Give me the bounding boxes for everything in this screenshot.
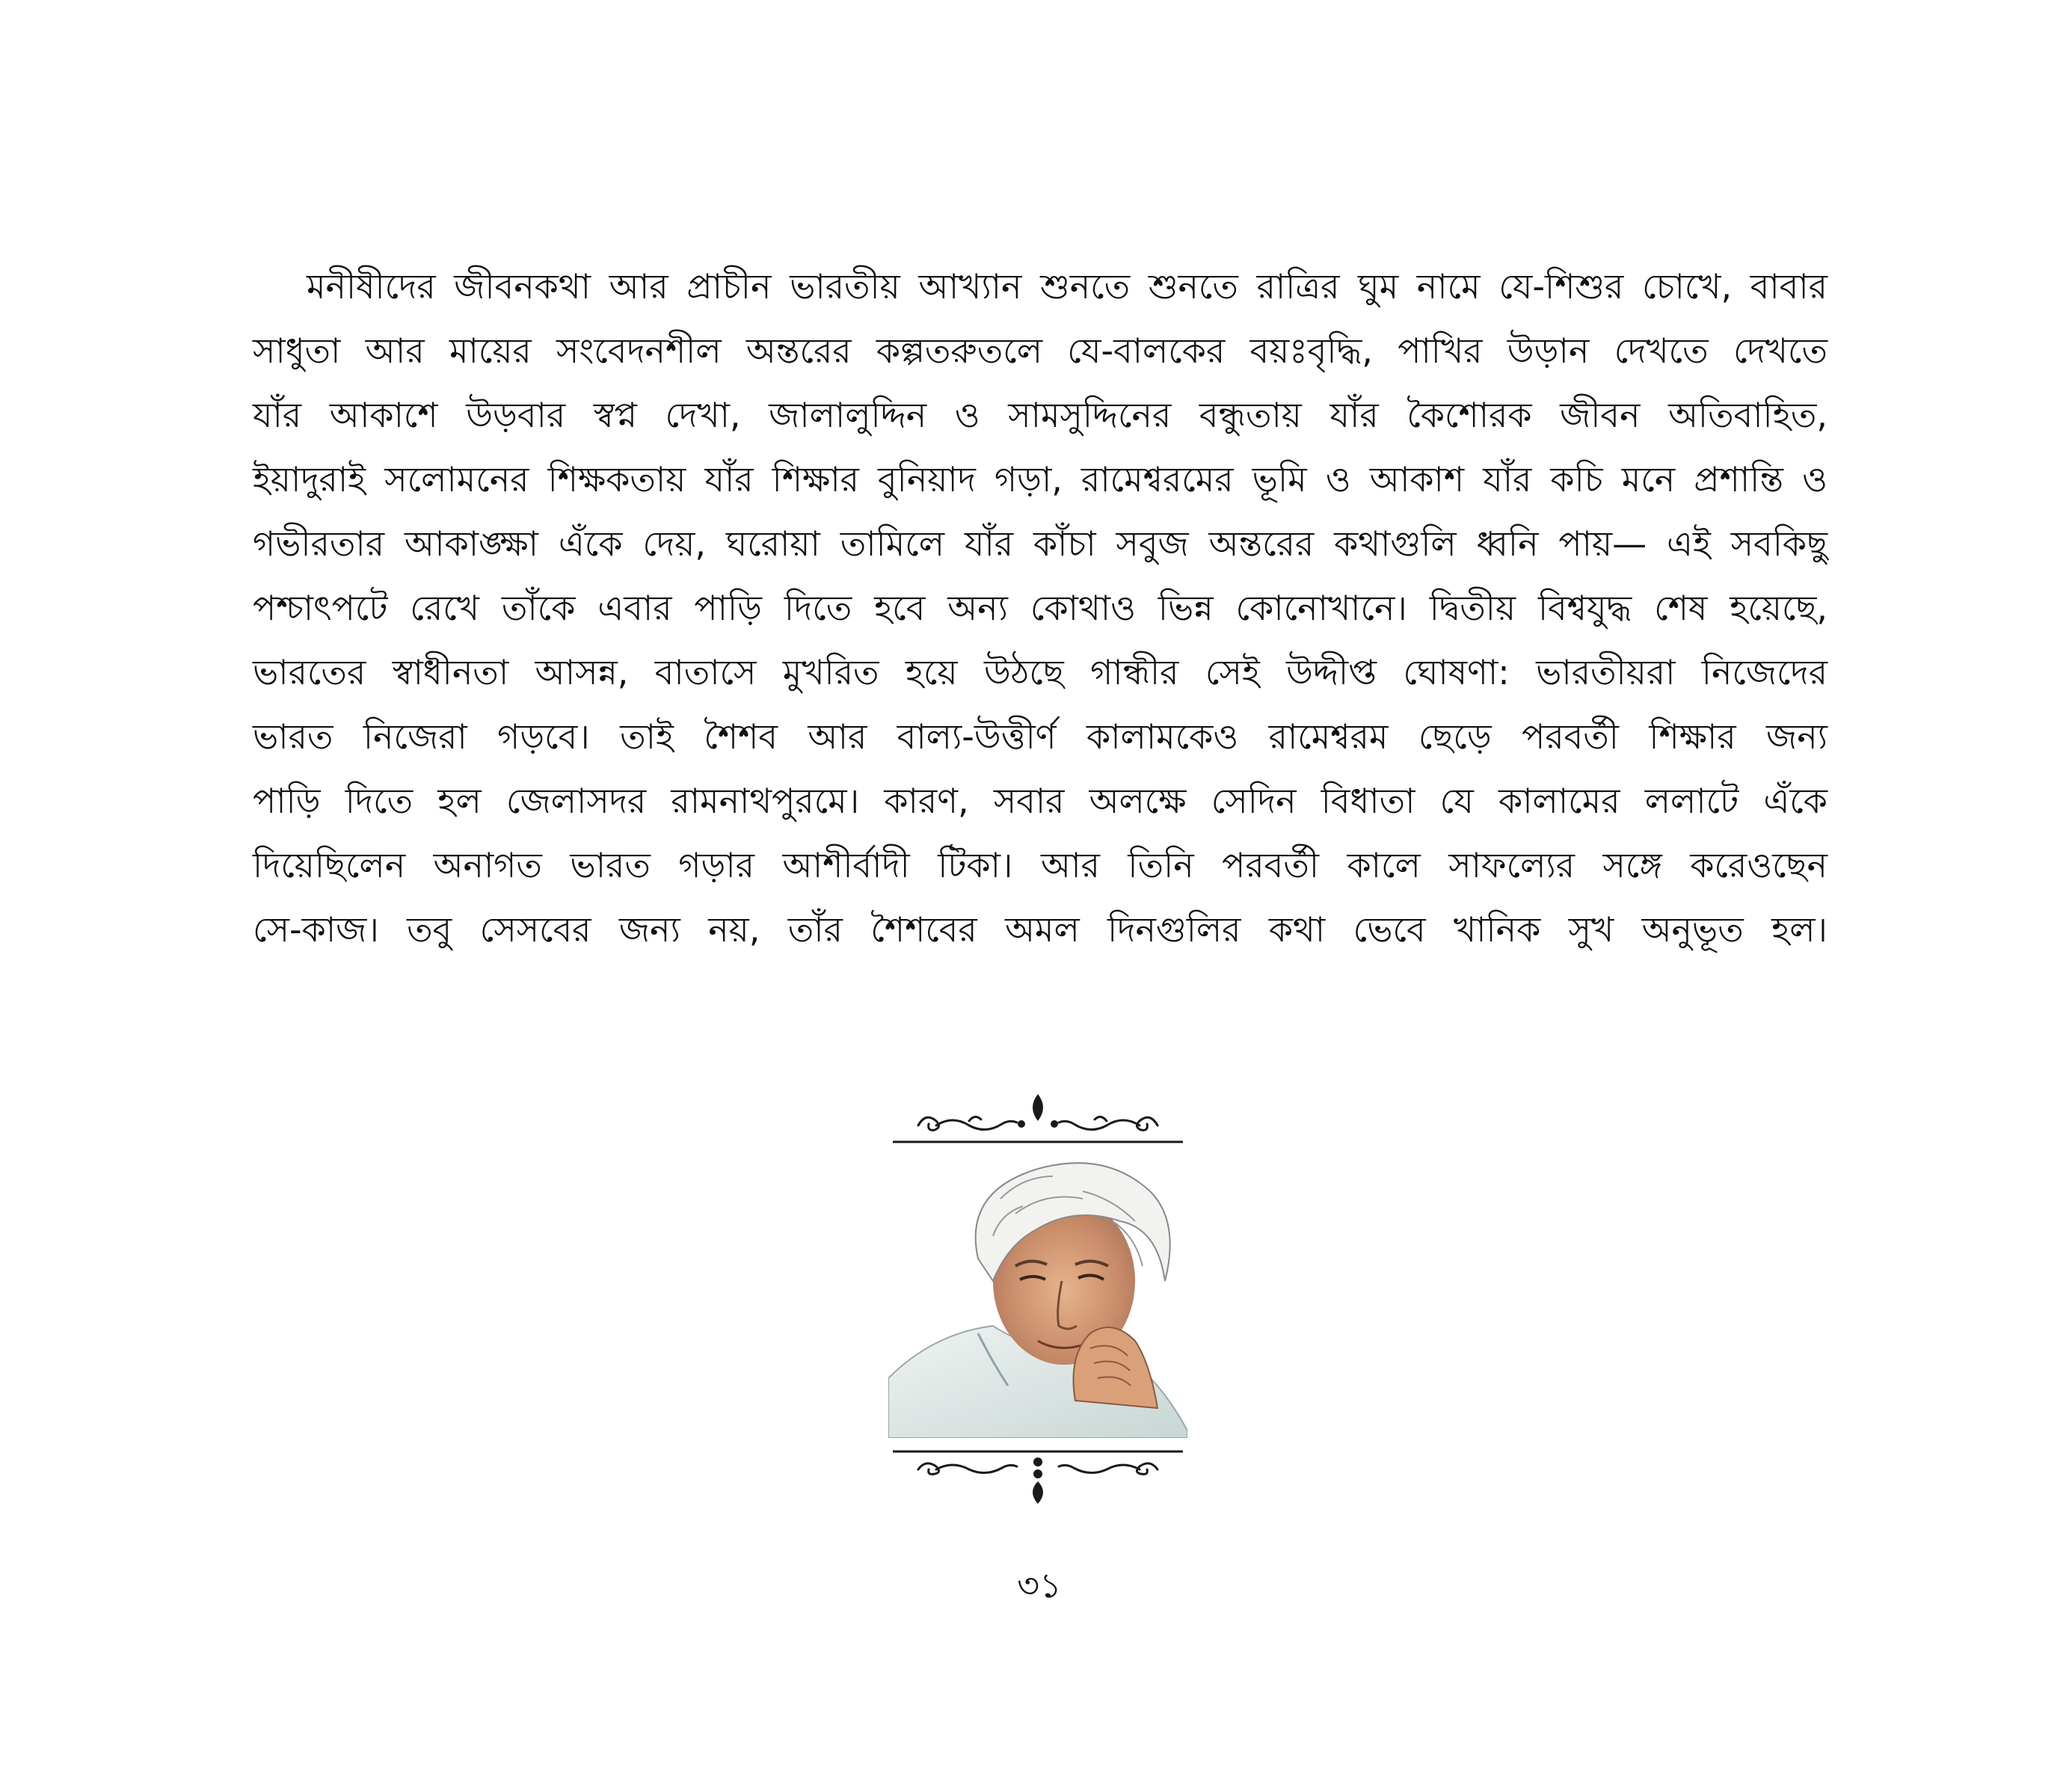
- paragraph-line-4: ইয়াদুরাই সলোমনের শিক্ষকতায় যাঁর শিক্ষার বুনিয়াদ গড়া, রামেশ্বরমের ভূমি ও আকাশ যাঁর কচি মনে প্রশান্তি ও: [253, 459, 1827, 500]
- paragraph-line-10: দিয়েছিলেন অনাগত ভারত গড়ার আশীর্বাদী টিকা। আর তিনি পরবর্তী কালে সাফল্যের সঙ্গে করেওছেন: [253, 845, 1827, 885]
- page-number: ৩১: [1017, 1565, 1062, 1606]
- paragraph-line-6: পশ্চাৎপটে রেখে তাঁকে এবার পাড়ি দিতে হবে অন্য কোথাও ভিন্ন কোনোখানে। দ্বিতীয় বিশ্বযুদ্ধ শেষ হয়েছে,: [253, 588, 1827, 628]
- portrait-sketch-image: [888, 1154, 1187, 1438]
- bottom-flourish-ornament: [888, 1445, 1187, 1505]
- top-flourish-ornament: [888, 1088, 1187, 1148]
- portrait-illustration: [888, 1088, 1187, 1511]
- paragraph-line-3: যাঁর আকাশে উড়বার স্বপ্ন দেখা, জালালুদ্দিন ও সামসুদ্দিনের বন্ধুতায় যাঁর কৈশোরক জীবন অতিবাহিত,: [253, 395, 1827, 435]
- paragraph-line-11: সে-কাজ। তবু সেসবের জন্য নয়, তাঁর শৈশবের অমল দিনগুলির কথা ভেবে খানিক সুখ অনুভূত হল।: [253, 909, 1827, 950]
- paragraph-line-7: ভারতের স্বাধীনতা আসন্ন, বাতাসে মুখরিত হয়ে উঠছে গান্ধীর সেই উদ্দীপ্ত ঘোষণা: ভারতীয়রা নিজেদের: [253, 652, 1827, 692]
- paragraph-line-5: গভীরতার আকাঙ্ক্ষা এঁকে দেয়, ঘরোয়া তামিলে যাঁর কাঁচা সবুজ অন্তরের কথাগুলি ধ্বনি পায়— এই সবকিছু: [253, 523, 1827, 564]
- paragraph-line-9: পাড়ি দিতে হল জেলাসদর রামনাথপুরমে। কারণ, সবার অলক্ষে সেদিন বিধাতা যে কালামের ললাটে এঁকে: [253, 781, 1827, 821]
- paragraph-line-8: ভারত নিজেরা গড়বে। তাই শৈশব আর বাল্য-উত্তীর্ণ কালামকেও রামেশ্বরম ছেড়ে পরবর্তী শিক্ষার জন্য: [253, 716, 1827, 757]
- paragraph-line-2: সাধুতা আর মায়ের সংবেদনশীল অন্তরের কল্পতরুতলে যে-বালকের বয়ঃবৃদ্ধি, পাখির উড়ান দেখতে দেখতে: [253, 331, 1827, 371]
- body-paragraph: [253, 254, 1827, 962]
- paragraph-line-1: মনীষীদের জীবনকথা আর প্রাচীন ভারতীয় আখ্যান শুনতে শুনতে রাত্রির ঘুম নামে যে-শিশুর চোখে, বাবার: [307, 266, 1827, 307]
